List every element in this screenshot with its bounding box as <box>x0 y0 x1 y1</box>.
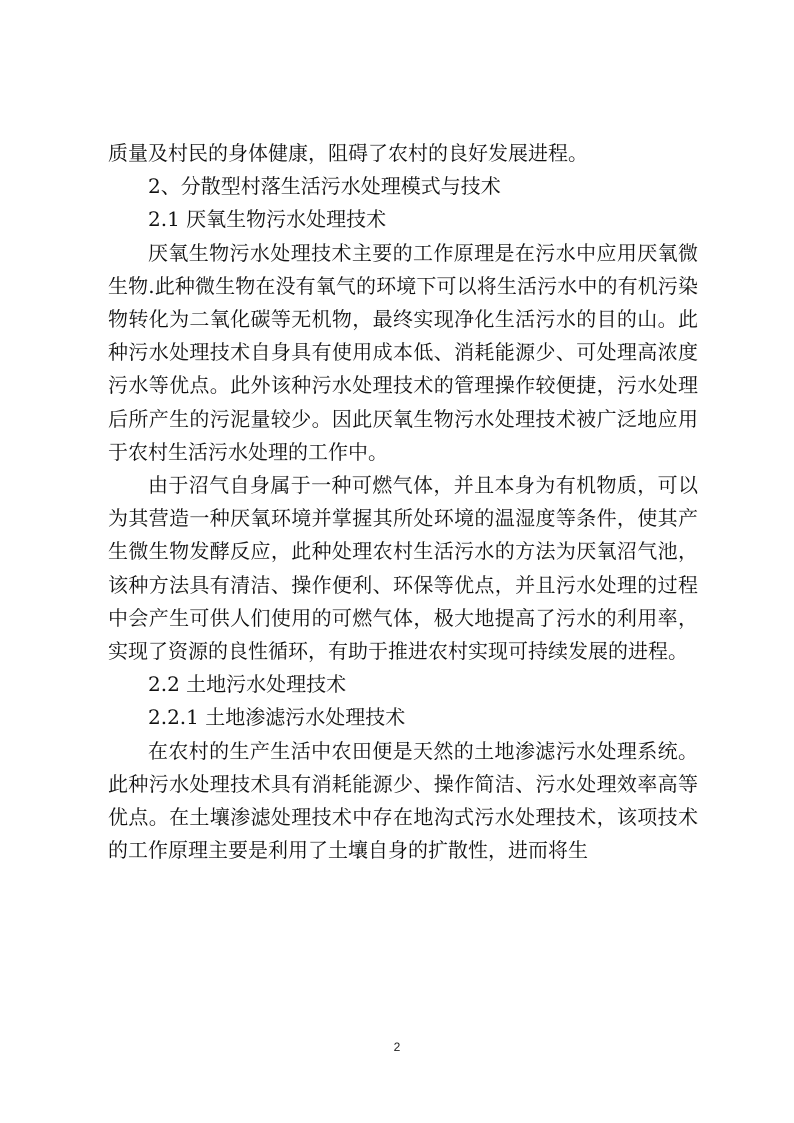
paragraph-biogas: 由于沼气自身属于一种可燃气体，并且本身为有机物质，可以为其营造一种厌氧环境并掌握其所处环境的温湿度等条件，使其产生微生物发酵反应，此种处理农村生活污水的方法为厌氧沼气池，该种方法具有清洁、操作便利、环保等优点，并且污水处理的过程中会产生可供人们使用的可燃气体，极大地提高了污水的利用率，实现了资源的良性循环，有助于推进农村实现可持续发展的进程。 <box>108 473 698 664</box>
subsection-heading-2-2: 2.2 土地污水处理技术 <box>148 672 347 697</box>
section-heading-2: 2、分散型村落生活污水处理模式与技术 <box>148 174 501 199</box>
document-body <box>108 137 698 867</box>
subsection-heading-2-2-1: 2.2.1 土地渗滤污水处理技术 <box>148 705 406 730</box>
page-number: 2 <box>393 1040 401 1054</box>
paragraph-land-infiltration: 在农村的生产生活中农田便是天然的土地渗滤污水处理系统。此种污水处理技术具有消耗能源少、操作简洁、污水处理效率高等优点。在土壤渗滤处理技术中存在地沟式污水处理技术，该项技术的工作原理主要是利用了土壤自身的扩散性，进而将生 <box>108 738 698 863</box>
continued-paragraph: 质量及村民的身体健康，阻碍了农村的良好发展进程。 <box>108 141 588 165</box>
subsection-heading-2-1: 2.1 厌氧生物污水处理技术 <box>148 207 387 232</box>
paragraph-anaerobic-principle: 厌氧生物污水处理技术主要的工作原理是在污水中应用厌氧微生物.此种微生物在没有氧气的环境下可以将生活污水中的有机污染物转化为二氧化碳等无机物，最终实现净化生活污水的目的山。此种污水处理技术自身具有使用成本低、消耗能源少、可处理高浓度污水等优点。此外该种污水处理技术的管理操作较便捷，污水处理后所产生的污泥量较少。因此厌氧生物污水处理技术被广泛地应用于农村生活污水处理的工作中。 <box>108 240 698 464</box>
